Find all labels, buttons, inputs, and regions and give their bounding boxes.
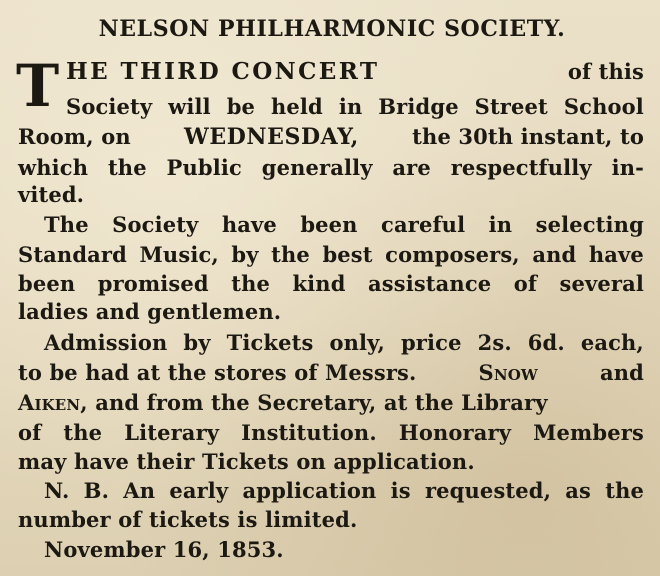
para2-line3 — [18, 271, 644, 297]
para3-line2-pre: to be had at the stores of Messrs. — [18, 360, 417, 385]
para1-line4 — [18, 155, 644, 181]
word: have — [221, 212, 277, 237]
word: several — [559, 271, 644, 296]
word: the — [63, 420, 103, 445]
word: B. — [83, 478, 110, 503]
word: only, — [329, 330, 385, 355]
word: of — [513, 271, 538, 296]
word: composers, — [385, 242, 520, 267]
word: in- — [611, 155, 644, 180]
word: requested, — [424, 478, 552, 503]
word: the — [271, 242, 310, 267]
word: Institution. — [241, 420, 377, 445]
para1-line3-post: the 30th instant, to — [412, 124, 644, 149]
para3-line2 — [18, 360, 644, 388]
word: is — [390, 478, 411, 503]
word: generally — [261, 155, 373, 180]
para3-line4 — [18, 420, 644, 446]
word: as — [565, 478, 592, 503]
word: each, — [580, 330, 644, 355]
para1-line1 — [66, 59, 644, 85]
word: the — [231, 271, 270, 296]
word: early — [169, 478, 229, 503]
word: 6d. — [527, 330, 565, 355]
para4-line1 — [44, 478, 644, 504]
word: price — [400, 330, 462, 355]
word: Literary — [124, 420, 220, 445]
para3-line2-post: and — [599, 360, 644, 385]
word: in — [338, 94, 363, 119]
word: Street — [474, 94, 548, 119]
para4-line2: number of tickets is limited. — [18, 507, 358, 532]
para2-line2 — [18, 242, 644, 268]
word: Society — [112, 212, 199, 237]
concert-day: WEDNESDAY, — [184, 124, 359, 150]
para2-line4: ladies and gentlemen. — [18, 299, 282, 324]
word: promised — [97, 271, 209, 296]
para1-line1-tail: of this — [567, 59, 644, 84]
word: Public — [166, 155, 242, 180]
word: Music, — [139, 242, 219, 267]
para3-line1 — [44, 330, 644, 356]
word: will — [168, 94, 211, 119]
word: been — [18, 271, 76, 296]
word: application — [242, 478, 377, 503]
para2-line1 — [44, 212, 644, 238]
word: by — [183, 330, 211, 355]
word: Society — [66, 94, 153, 119]
word: which — [18, 155, 89, 180]
para3-line3 — [18, 390, 644, 418]
para3-line5: may have their Tickets on application. — [18, 449, 475, 474]
word: the — [107, 155, 147, 180]
word: kind — [292, 271, 346, 296]
word: respectfully — [450, 155, 592, 180]
word: and — [532, 242, 577, 267]
word: selecting — [535, 212, 644, 237]
word: Bridge — [378, 94, 459, 119]
word: School — [563, 94, 644, 119]
word: The — [44, 212, 89, 237]
notice-date: November 16, 1853. — [44, 537, 284, 562]
headline: NELSON PHILHARMONIC SOCIETY. — [98, 16, 566, 42]
word: in — [488, 212, 513, 237]
para1-line3-pre: Room, on — [18, 124, 131, 149]
word: Tickets — [226, 330, 314, 355]
para1-line5: vited. — [18, 182, 85, 207]
word: have — [588, 242, 644, 267]
word: Members — [533, 420, 644, 445]
word: assistance — [368, 271, 492, 296]
word: best — [322, 242, 373, 267]
word: Admission — [44, 330, 168, 355]
concert-title: HE THIRD CONCERT — [66, 58, 380, 85]
word: of — [18, 420, 42, 445]
word: Honorary — [398, 420, 512, 445]
word: the — [605, 478, 644, 503]
drop-cap: T — [16, 52, 60, 120]
word: N. — [44, 478, 70, 503]
para3-line3-post: , and from the Secretary, at the Library — [80, 390, 548, 415]
para1-line2 — [66, 94, 644, 120]
word: be — [226, 94, 256, 119]
para1-line3 — [18, 124, 644, 150]
word: are — [392, 155, 431, 180]
word: careful — [381, 212, 466, 237]
word: by — [231, 242, 259, 267]
snow-name: SNOW — [478, 360, 538, 385]
word: An — [123, 478, 156, 503]
word: Standard — [18, 242, 127, 267]
word: been — [300, 212, 358, 237]
word: held — [271, 94, 323, 119]
word: 2s. — [477, 330, 512, 355]
aiken-name: AIKEN — [18, 390, 81, 415]
